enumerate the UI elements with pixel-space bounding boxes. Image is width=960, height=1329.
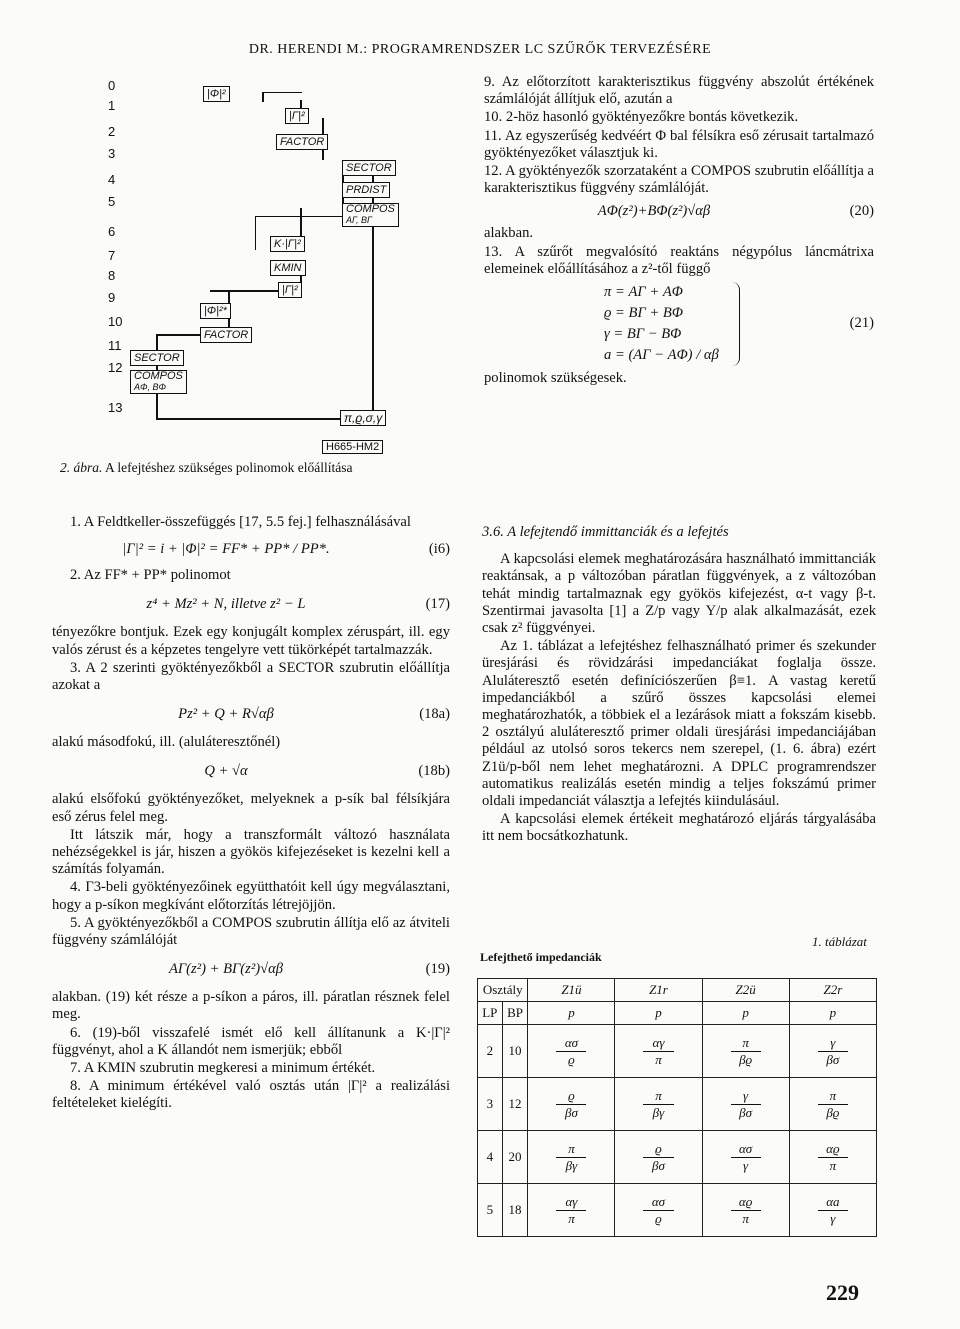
header-h_z1r: Z1r bbox=[615, 979, 702, 1002]
paragraph-a: A kapcsolási elemek meghatározására használható immittanciák reaktánsak, a p változóban páratlan függvények, a z változóban tehát mindig tartalmaznak egy gyökös kifejezést, α-t vagy β-t. Szentirmai javasolta [1] a Z/p vagy Y/p alak alkalmazását, ezek csak z² függvényei. bbox=[482, 551, 876, 637]
step-3-cont: alakú másodfokú, ill. (aluláteresztőnél) bbox=[52, 734, 281, 751]
denominator: π bbox=[829, 1157, 837, 1173]
step-6: 6. (19)-ből visszafelé ismét elő kell állítanunk a K·|Γ|² függvényt, ahol a K állandót nem ismerjük; ebből bbox=[52, 1024, 450, 1058]
row-number: 5 bbox=[108, 194, 116, 209]
cell-lp: 2 bbox=[478, 1025, 503, 1078]
step-5-cont: alakban. (19) két része a p-síkon a páros, ill. páratlan résznek felel meg. bbox=[52, 989, 450, 1023]
denominator: ϱ bbox=[655, 1210, 662, 1226]
equation-21: π = AΓ + AΦ ϱ = BΓ + BΦ γ = BΓ − BΦ a = (AΓ − AΦ) / αβ (21) bbox=[484, 282, 874, 366]
box-factor-2: FACTOR bbox=[200, 327, 252, 343]
cell-lp: 5 bbox=[478, 1184, 503, 1237]
cell-lp: 3 bbox=[478, 1078, 503, 1131]
denominator: ϱ bbox=[568, 1051, 575, 1067]
step-13: 13. A szűrőt megvalósító reaktáns négypólus láncmátrixa elemeinek előállításához a z²-től függő bbox=[484, 243, 874, 277]
numerator: γ bbox=[731, 1088, 761, 1105]
row-number: 10 bbox=[108, 314, 123, 329]
row-number: 13 bbox=[108, 400, 123, 415]
numerator: αγ bbox=[556, 1194, 586, 1211]
cell-bp: 10 bbox=[502, 1025, 528, 1078]
header-p: p bbox=[528, 1002, 615, 1025]
denominator: βσ bbox=[652, 1157, 665, 1173]
row-number: 7 bbox=[108, 248, 116, 263]
paragraph-b: Az 1. táblázat a lefejtéshez felhasználható primer és szekunder üresjárási és rövidzárási impedanciákat foglalja össze. Aluláteresztő esetén definíciószerűen β≡1. A vastag keretű impedanciákból a szűrő összes kapcsolási elemei meghatározhatók, a többiek el a lezárások miatt a fokszám kisebb. 2 osztályú aluláteresztő primer oldali üresjárási impedanciájában például az utolsó soros tekercs nem szerepel, (1. 6. ábra) ezért Z1ü/p-ből nem lehet meghatározni. A DPLC programrendszer automatikus realizálás esetén mindig a teljes fokszámú primer oldali impedanciát választja a lefejtés kiindulásául. bbox=[482, 638, 876, 810]
box-gamma-squared: |Γ|² bbox=[285, 108, 309, 124]
box-phi-squared-star: |Φ|²* bbox=[200, 303, 231, 319]
row-number: 6 bbox=[108, 224, 116, 239]
numerator: ϱ bbox=[643, 1141, 673, 1158]
equation-19: AΓ(z²) + BΓ(z²)√αβ (19) bbox=[168, 960, 450, 977]
right-column bbox=[482, 524, 876, 847]
polinomok-text: polinomok szükségesek. bbox=[484, 370, 627, 387]
denominator: π bbox=[655, 1051, 662, 1067]
equation-18a: Pz² + Q + R√αβ (18a) bbox=[178, 705, 450, 722]
numerator: π bbox=[731, 1035, 761, 1052]
numerator: αϱ bbox=[731, 1194, 761, 1211]
step-9: 9. Az előtorzított karakterisztikus függvény abszolút értékének számlálóját állítjuk elő, azután a bbox=[484, 74, 874, 108]
step-8: 8. A minimum értékével való osztás után |Γ|² a realizálási feltételeket kielégíti. bbox=[52, 1078, 450, 1112]
box-phi-squared: |Φ|² bbox=[203, 86, 230, 102]
cell-fraction bbox=[528, 1131, 615, 1184]
cell-fraction bbox=[615, 1131, 702, 1184]
impedance-table bbox=[477, 978, 877, 1237]
numerator: ασ bbox=[731, 1141, 761, 1158]
cell-fraction bbox=[615, 1184, 702, 1237]
cell-bp: 12 bbox=[502, 1078, 528, 1131]
denominator: βγ bbox=[565, 1157, 578, 1173]
step-12: 12. A gyöktényezők szorzataként a COMPOS szubrutin előállítja a karakterisztikus függvény számlálóját. bbox=[484, 163, 874, 197]
step-11: 11. Az egyszerűség kedvéért Φ bal félsíkra eső zérusait tartalmazó gyöktényezőket választjuk ki. bbox=[484, 127, 874, 161]
denominator: γ bbox=[830, 1210, 836, 1226]
box-prdist: PRDIST bbox=[342, 182, 390, 198]
step-10: 10. 2-höz hasonló gyöktényezőkre bontás következik. bbox=[484, 109, 799, 126]
denominator: βγ bbox=[652, 1104, 665, 1120]
table-row bbox=[478, 1131, 877, 1184]
step-1: 1. A Feldtkeller-összefüggés [17, 5.5 fej.] felhasználásával bbox=[70, 514, 411, 530]
step-3-note: Itt látszik már, hogy a transzformált változó használata nehézségekkel is jár, hiszen a gyökös kifejezéseket is kezelni kell a számítás folyamán. bbox=[52, 826, 450, 878]
box-sector-2: SECTOR bbox=[130, 350, 184, 366]
row-number: 1 bbox=[108, 98, 116, 113]
step-3-cont-2: alakú elsőfokú gyöktényezőket, melyeknek a p-sík bal félsíkjára eső zérus felel meg. bbox=[52, 791, 450, 825]
box-gamma-squared-2: |Γ|² bbox=[278, 282, 302, 298]
running-header: DR. HERENDI M.: PROGRAMRENDSZER LC SZŰRŐK TERVEZÉSÉRE bbox=[248, 42, 712, 57]
box-compos-phi: COMPOS AΦ, BΦ bbox=[130, 370, 187, 394]
step-5: 5. A gyöktényezőkből a COMPOS szubrutin állítja elő az átviteli függvény számlálóját bbox=[52, 914, 450, 949]
header-p: p bbox=[789, 1002, 876, 1025]
cell-bp: 18 bbox=[502, 1184, 528, 1237]
equation-21-line: a = (AΓ − AΦ) / αβ bbox=[604, 347, 719, 364]
numerator: γ bbox=[818, 1035, 848, 1052]
step-3: 3. A 2 szerinti gyöktényezőkből a SECTOR szubrutin előállítja azokat a bbox=[52, 659, 450, 694]
numerator: ϱ bbox=[556, 1088, 586, 1105]
cell-bp: 20 bbox=[502, 1131, 528, 1184]
cell-fraction bbox=[615, 1078, 702, 1131]
numerator: ασ bbox=[556, 1035, 586, 1052]
box-kmin: KMIN bbox=[270, 260, 306, 276]
figure-caption: 2. ábra. A lefejtéshez szükséges polinomok előállítása bbox=[60, 460, 353, 475]
page-number: 229 bbox=[826, 1280, 859, 1305]
cell-fraction bbox=[702, 1184, 789, 1237]
step-2: 2. Az FF* + PP* polinomot bbox=[70, 567, 231, 584]
table-row bbox=[478, 1078, 877, 1131]
equation-21-line: ϱ = BΓ + BΦ bbox=[604, 305, 683, 322]
table-number: 1. táblázat bbox=[812, 934, 867, 949]
header-h_z2u: Z2ü bbox=[702, 979, 789, 1002]
equation-21-line: π = AΓ + AΦ bbox=[604, 284, 683, 301]
denominator: π bbox=[742, 1210, 749, 1226]
box-result: π,ϱ,σ,γ bbox=[340, 410, 386, 426]
cell-fraction bbox=[702, 1131, 789, 1184]
header-bp: BP bbox=[502, 1002, 528, 1025]
cell-fraction bbox=[789, 1131, 876, 1184]
denominator: βϱ bbox=[739, 1051, 753, 1067]
cell-fraction bbox=[702, 1078, 789, 1131]
row-number: 8 bbox=[108, 268, 116, 283]
header-p: p bbox=[702, 1002, 789, 1025]
equation-18b: Q + √α (18b) bbox=[204, 762, 450, 779]
cell-fraction bbox=[702, 1025, 789, 1078]
denominator: γ bbox=[743, 1157, 749, 1173]
cell-lp: 4 bbox=[478, 1131, 503, 1184]
header-p: p bbox=[615, 1002, 702, 1025]
left-column bbox=[52, 514, 450, 1114]
row-number: 0 bbox=[108, 78, 116, 93]
step-7: 7. A KMIN szubrutin megkeresi a minimum értékét. bbox=[70, 1060, 376, 1077]
alakban-text: alakban. bbox=[484, 225, 534, 242]
row-number: 11 bbox=[108, 338, 122, 353]
cell-fraction bbox=[789, 1184, 876, 1237]
row-number: 3 bbox=[108, 146, 116, 161]
equation-16: |Γ|² = i + |Φ|² = FF* + PP* / PP*. (i6) bbox=[122, 540, 450, 557]
step-4: 4. Γ3-beli gyöktényezőinek együtthatóit kell úgy megválasztani, hogy a p-síkon megkívánt előtorzítás létrejöjjön. bbox=[52, 879, 450, 913]
header-h_z2r: Z2r bbox=[789, 979, 876, 1002]
step-2-cont: tényezőkre bontjuk. Ezek egy konjugált komplex zéruspárt, ill. egy valós zérust és a képzetes tengelyre vett tükörképét tartalmazzák. bbox=[52, 624, 450, 658]
header-lp: LP bbox=[478, 1002, 503, 1025]
denominator: βσ bbox=[739, 1104, 753, 1120]
flow-diagram bbox=[0, 78, 460, 478]
box-sector: SECTOR bbox=[342, 160, 396, 176]
figure-code: H665-HM2 bbox=[322, 440, 383, 454]
box-compos-gamma: COMPOS AΓ, BΓ bbox=[342, 203, 399, 227]
paragraph-c: A kapcsolási elemek értékeit meghatározó eljárás tárgyalásába itt nem bocsátkozhatunk. bbox=[482, 811, 876, 845]
cell-fraction bbox=[789, 1025, 876, 1078]
denominator: βσ bbox=[826, 1051, 840, 1067]
cell-fraction bbox=[615, 1025, 702, 1078]
denominator: π bbox=[568, 1210, 575, 1226]
row-number: 9 bbox=[108, 290, 116, 305]
equation-21-line: γ = BΓ − BΦ bbox=[604, 326, 682, 343]
box-k-gamma: K·|Γ|² bbox=[270, 236, 305, 252]
section-heading: 3.6. A lefejtendő immittanciák és a lefejtés bbox=[482, 524, 729, 540]
right-top-column bbox=[484, 74, 874, 388]
header-osztaly: Osztály bbox=[478, 979, 528, 1002]
numerator: αγ bbox=[643, 1035, 673, 1052]
row-number: 12 bbox=[108, 360, 123, 375]
numerator: π bbox=[556, 1141, 586, 1158]
table-row bbox=[478, 1184, 877, 1237]
numerator: π bbox=[818, 1088, 848, 1105]
equation-17: z⁴ + Mz² + N, illetve z² − L (17) bbox=[146, 595, 450, 612]
header-h_z1u: Z1ü bbox=[528, 979, 615, 1002]
numerator: ασ bbox=[643, 1194, 673, 1211]
numerator: π bbox=[643, 1088, 673, 1105]
cell-fraction bbox=[789, 1078, 876, 1131]
cell-fraction bbox=[528, 1025, 615, 1078]
cell-fraction bbox=[528, 1184, 615, 1237]
denominator: βϱ bbox=[826, 1104, 840, 1120]
box-factor: FACTOR bbox=[276, 134, 328, 150]
cell-fraction bbox=[528, 1078, 615, 1131]
row-number: 2 bbox=[108, 124, 116, 139]
numerator: αϱ bbox=[818, 1141, 848, 1158]
table-row bbox=[478, 1025, 877, 1078]
table-title: Lefejthető impedanciák bbox=[480, 950, 602, 964]
equation-20: AΦ(z²)+BΦ(z²)√αβ (20) bbox=[597, 202, 874, 219]
row-number: 4 bbox=[108, 172, 116, 187]
numerator: αa bbox=[818, 1194, 848, 1211]
denominator: βσ bbox=[565, 1104, 578, 1120]
